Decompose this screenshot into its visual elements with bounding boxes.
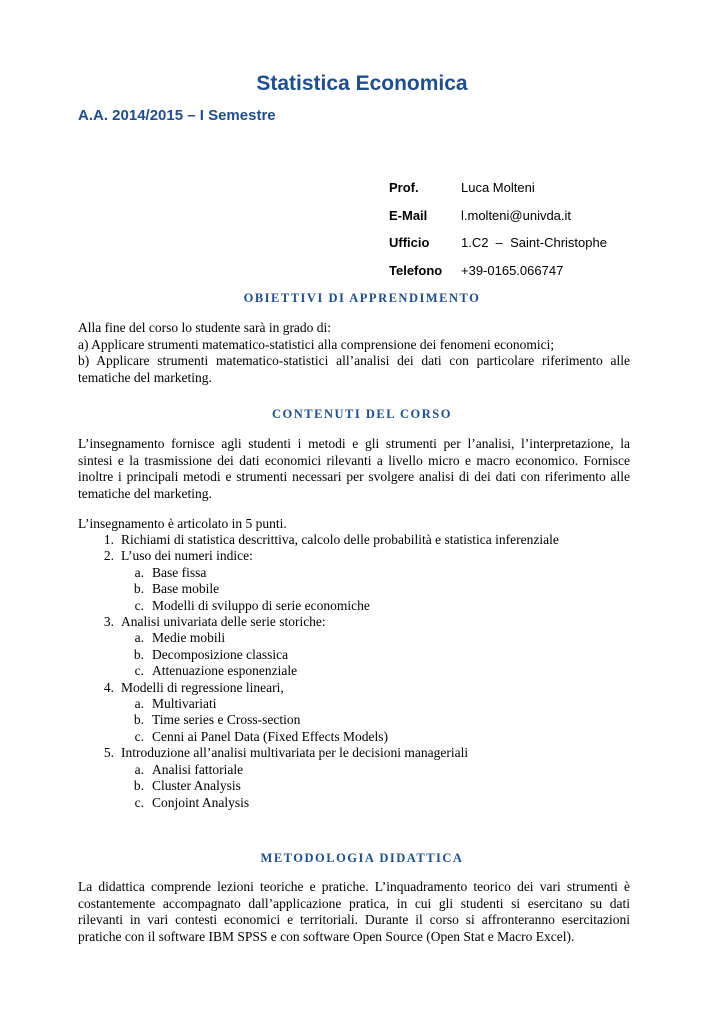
contenuti-intro-list: L’insegnamento è articolato in 5 punti.: [78, 516, 287, 531]
list-item-text: Base mobile: [152, 581, 220, 597]
list-item-text: Multivariati: [152, 696, 217, 712]
sub-list-item: [78, 729, 638, 745]
list-item-text: Modelli di sviluppo di serie economiche: [152, 597, 370, 613]
list-item: [78, 745, 638, 761]
contact-label: Ufficio: [389, 235, 430, 250]
document-title: Statistica Economica: [256, 72, 468, 95]
list-item-text: L’uso dei numeri indice:: [121, 548, 253, 564]
contenuti-line: L’insegnamento fornisce agli studenti i metodi e gli strumenti per l’analisi, l’interpretazione, la: [78, 436, 630, 451]
list-item-number: a.: [134, 696, 144, 712]
contenuti-line: sintesi e la trasmissione dei dati economici rilevanti a livello micro e macro economico. Fornisce: [78, 452, 630, 468]
contact-value: l.molteni@univda.it: [461, 207, 572, 223]
metodologia-line: pratiche con il software IBM SPSS e con software Open Source (Open Stat e Macro Excel).: [78, 928, 575, 944]
metodologia-paragraph: [78, 879, 630, 945]
metodologia-line: rilevanti in vari contesti economici e territoriali. Durante il corso si affronteranno esercitazioni: [78, 912, 630, 927]
obiettivi-text: [78, 320, 630, 386]
obiettivi-item-a: a) Applicare strumenti matematico-statistici alla comprensione dei fenomeni economici;: [78, 336, 555, 352]
list-item-number: 5.: [103, 745, 114, 761]
list-item-text: Attenuazione esponenziale: [152, 663, 298, 679]
contenuti-paragraph: [78, 436, 630, 502]
list-item-text: Introduzione all’analisi multivariata per le decisioni manageriali: [121, 745, 469, 761]
contenuti-line: inoltre i principali metodi e strumenti necessari per svolgere analisi di dei dati con riferimento alle: [78, 469, 630, 484]
list-item-number: a.: [134, 564, 144, 580]
list-item: [78, 548, 638, 564]
list-item-text: Time series e Cross-section: [152, 712, 301, 728]
list-item-number: 1.: [103, 532, 114, 547]
obiettivi-item-b: b) Applicare strumenti matematico-statistici all’analisi dei dati con particolare riferimento alle: [78, 353, 630, 368]
list-item-number: a.: [134, 761, 144, 777]
list-item-text: Cluster Analysis: [152, 778, 241, 794]
list-item-number: b.: [133, 581, 144, 597]
contenuti-line: tematiche del marketing.: [78, 485, 212, 501]
course-content-list: [78, 532, 638, 811]
list-item-text: Modelli di regressione lineari,: [121, 679, 284, 695]
sub-list-item: [78, 630, 638, 646]
contact-row-ufficio: [389, 235, 607, 263]
contact-value: +39-0165.066747: [461, 262, 564, 278]
section-heading-contenuti: CONTENUTI DEL CORSO: [272, 407, 452, 421]
contact-label: Telefono: [389, 262, 443, 278]
list-item-number: b.: [133, 712, 144, 728]
sub-list-item: [78, 598, 638, 614]
sub-list-item: [78, 696, 638, 712]
list-item-number: 4.: [103, 679, 114, 695]
contact-row-email: [389, 208, 607, 236]
list-item-number: a.: [134, 630, 144, 646]
sub-list-item: [78, 712, 638, 728]
sub-list-item: [78, 778, 638, 794]
section-heading-obiettivi: OBIETTIVI DI APPRENDIMENTO: [243, 291, 481, 305]
list-item-number: 2.: [103, 548, 114, 564]
contact-value: Luca Molteni: [461, 180, 535, 195]
sub-list-item: [78, 762, 638, 778]
document-subtitle: A.A. 2014/2015 – I Semestre: [78, 107, 276, 124]
contact-value: 1.C2 – Saint-Christophe: [461, 235, 607, 250]
list-item-number: c.: [134, 663, 144, 679]
list-item-number: c.: [134, 794, 144, 810]
list-item-text: Medie mobili: [152, 630, 226, 646]
sub-list-item: [78, 795, 638, 811]
contact-label: Prof.: [389, 180, 419, 195]
contact-row-telefono: [389, 263, 607, 291]
metodologia-line: costantemente accompagnato dall’applicazione pratica, in cui gli studenti si esercitano su dati: [78, 895, 630, 911]
contact-info: [389, 180, 607, 290]
list-item-number: b.: [133, 778, 144, 794]
list-item-text: Cenni ai Panel Data (Fixed Effects Models): [152, 728, 388, 744]
list-item-text: Analisi univariata delle serie storiche:: [121, 614, 326, 630]
metodologia-line: La didattica comprende lezioni teoriche e pratiche. L’inquadramento teorico dei vari strumenti è: [78, 879, 630, 894]
list-item: [78, 614, 638, 630]
sub-list-item: [78, 581, 638, 597]
sub-list-item: [78, 565, 638, 581]
contact-label: E-Mail: [389, 207, 428, 223]
list-item: [78, 532, 638, 548]
list-item-text: Conjoint Analysis: [152, 794, 250, 810]
obiettivi-item-b-cont: tematiche del marketing.: [78, 369, 212, 385]
list-item-text: Richiami di statistica descrittiva, calcolo delle probabilità e statistica inferenziale: [121, 532, 559, 547]
obiettivi-intro: Alla fine del corso lo studente sarà in grado di:: [78, 320, 332, 335]
sub-list-item: [78, 663, 638, 679]
contact-row-prof: [389, 180, 607, 208]
sub-list-item: [78, 647, 638, 663]
list-item-text: Analisi fattoriale: [152, 761, 244, 777]
list-item-number: b.: [133, 646, 144, 662]
section-heading-metodologia: METODOLOGIA DIDATTICA: [260, 851, 464, 865]
list-item-text: Decomposizione classica: [152, 646, 289, 662]
list-item: [78, 680, 638, 696]
list-item-number: c.: [134, 728, 144, 744]
list-item-number: c.: [134, 597, 144, 613]
list-item-text: Base fissa: [152, 564, 207, 580]
list-item-number: 3.: [103, 614, 114, 630]
